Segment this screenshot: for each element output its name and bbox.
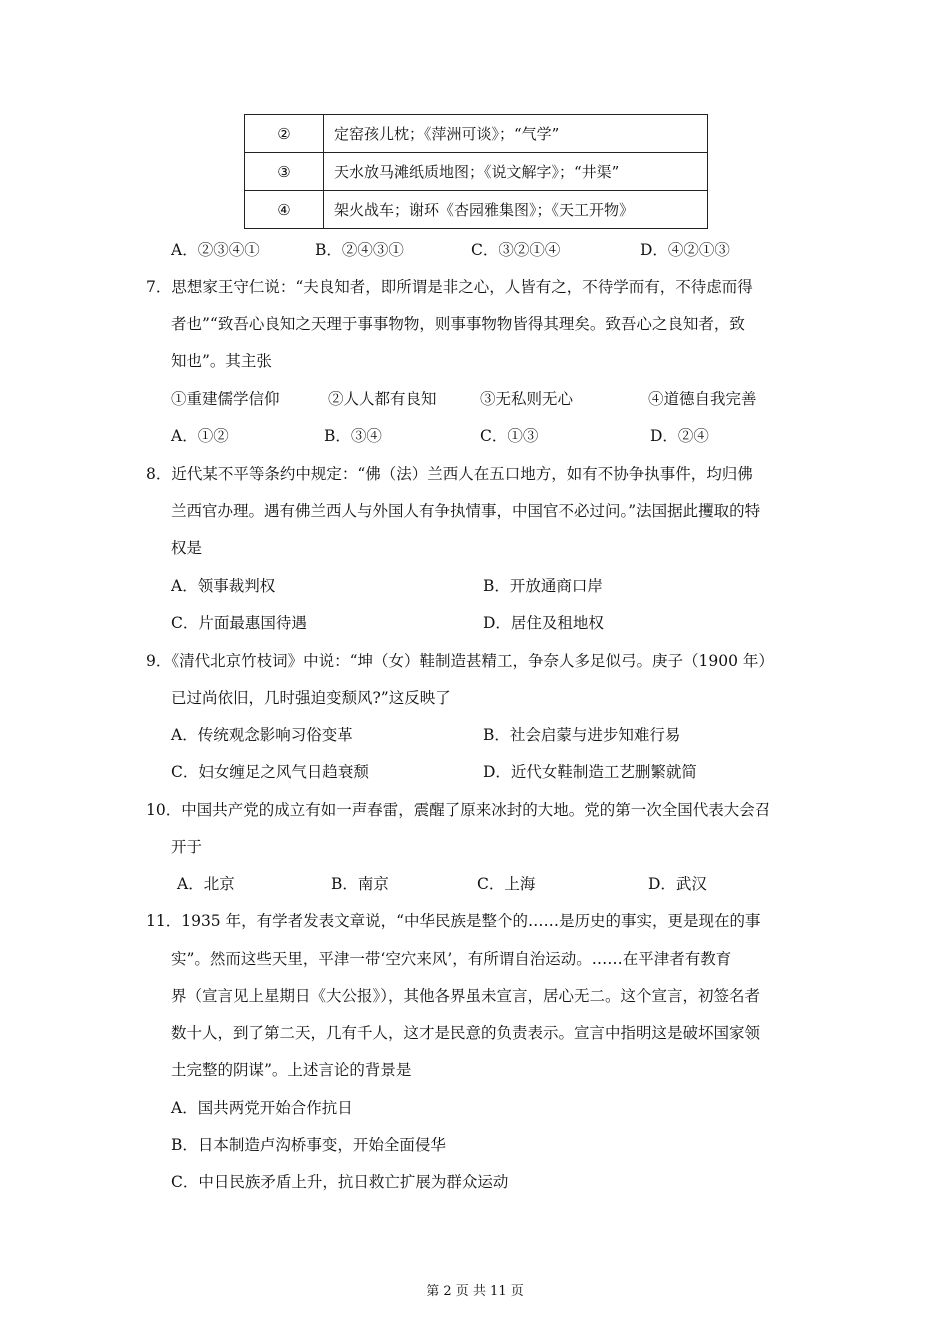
table-cell-text: 定窑孩儿枕；《萍洲可谈》；“气学”	[324, 115, 708, 153]
q7-item-4: ④道德自我完善	[648, 390, 757, 408]
q8-stem-line: 权是	[171, 539, 203, 557]
q11-stem-line: 11．1935 年，有学者发表文章说，“中华民族是整个的……是历史的事实，更是现在的事	[146, 912, 761, 930]
q11-stem-line: 土完整的阴谋”。上述言论的背景是	[171, 1061, 412, 1079]
q7-item-2: ②人人都有良知	[328, 390, 437, 408]
q11-option-a: A．国共两党开始合作抗日	[171, 1099, 353, 1117]
q7-option-a: A．①②	[171, 427, 229, 445]
table-cell-num: ④	[245, 191, 324, 229]
q10-option-a: A．北京	[177, 875, 235, 893]
table-cell-num: ③	[245, 153, 324, 191]
q11-stem-line: 界（宣言见上星期日《大公报》），其他各界虽未宣言，居心无二。这个宣言，初签名者	[171, 987, 761, 1005]
q11-option-b: B．日本制造卢沟桥事变，开始全面侵华	[171, 1136, 446, 1154]
q7-option-b: B．③④	[324, 427, 382, 445]
q7-stem-line: 7．思想家王守仁说：“夫良知者，即所谓是非之心，人皆有之，不待学而有，不待虑而得	[146, 278, 753, 296]
q9-option-d: D．近代女鞋制造工艺删繁就简	[483, 763, 697, 781]
q6-option-d: D．④②①③	[640, 241, 730, 259]
q9-stem-line: 9．《清代北京竹枝词》中说：“坤（女）鞋制造甚精工，争奈人多足似弓。庚子（1900 年）	[146, 652, 774, 670]
q10-option-c: C．上海	[477, 875, 536, 893]
table-row	[245, 191, 708, 229]
q9-stem-line: 已过尚依旧，几时强迫变颓风?”这反映了	[171, 689, 451, 707]
q9-option-a: A．传统观念影响习俗变革	[171, 726, 353, 744]
q8-option-b: B．开放通商口岸	[483, 577, 603, 595]
sequence-table	[244, 114, 708, 229]
q8-stem-line: 兰西官办理。遇有佛兰西人与外国人有争执情事，中国官不必过问。”法国据此攫取的特	[171, 502, 761, 520]
q8-option-c: C．片面最惠国待遇	[171, 614, 307, 632]
q6-option-a: A．②③④①	[171, 241, 260, 259]
table-row	[245, 153, 708, 191]
q8-option-a: A．领事裁判权	[171, 577, 276, 595]
q8-option-d: D．居住及租地权	[483, 614, 604, 632]
q10-option-d: D．武汉	[648, 875, 707, 893]
q6-option-c: C．③②①④	[471, 241, 561, 259]
q11-stem-line: 实”。然而这些天里，平津一带‘空穴来风’，有所谓自治运动。……在平津者有教育	[171, 950, 732, 968]
q11-option-c: C．中日民族矛盾上升，抗日救亡扩展为群众运动	[171, 1173, 509, 1191]
q10-stem-line: 开于	[171, 838, 203, 856]
q10-option-b: B．南京	[331, 875, 389, 893]
q7-stem-line: 知也”。其主张	[171, 352, 272, 370]
q7-item-1: ①重建儒学信仰	[171, 390, 280, 408]
table-cell-text: 天水放马滩纸质地图；《说文解字》；“井渠”	[324, 153, 708, 191]
q7-option-c: C．①③	[480, 427, 539, 445]
q7-item-3: ③无私则无心	[480, 390, 574, 408]
q7-option-d: D．②④	[650, 427, 709, 445]
q6-option-b: B．②④③①	[315, 241, 404, 259]
q9-option-b: B．社会启蒙与进步知难行易	[483, 726, 681, 744]
q11-stem-line: 数十人，到了第二天，几有千人，这才是民意的负责表示。宣言中指明这是破坏国家领	[171, 1024, 761, 1042]
q9-option-c: C．妇女缠足之风气日趋衰颓	[171, 763, 369, 781]
q8-stem-line: 8．近代某不平等条约中规定：“佛（法）兰西人在五口地方，如有不协争执事件，均归佛	[146, 465, 753, 483]
q10-stem-line: 10．中国共产党的成立有如一声春雷，震醒了原来冰封的大地。党的第一次全国代表大会召	[146, 801, 771, 819]
page-footer: 第 2 页 共 11 页	[426, 1284, 524, 1299]
table-cell-text: 架火战车；谢环《杏园雅集图》；《天工开物》	[324, 191, 708, 229]
q7-stem-line: 者也”“致吾心良知之天理于事事物物，则事事物物皆得其理矣。致吾心之良知者，致	[171, 315, 745, 333]
table-row	[245, 115, 708, 153]
table-cell-num: ②	[245, 115, 324, 153]
